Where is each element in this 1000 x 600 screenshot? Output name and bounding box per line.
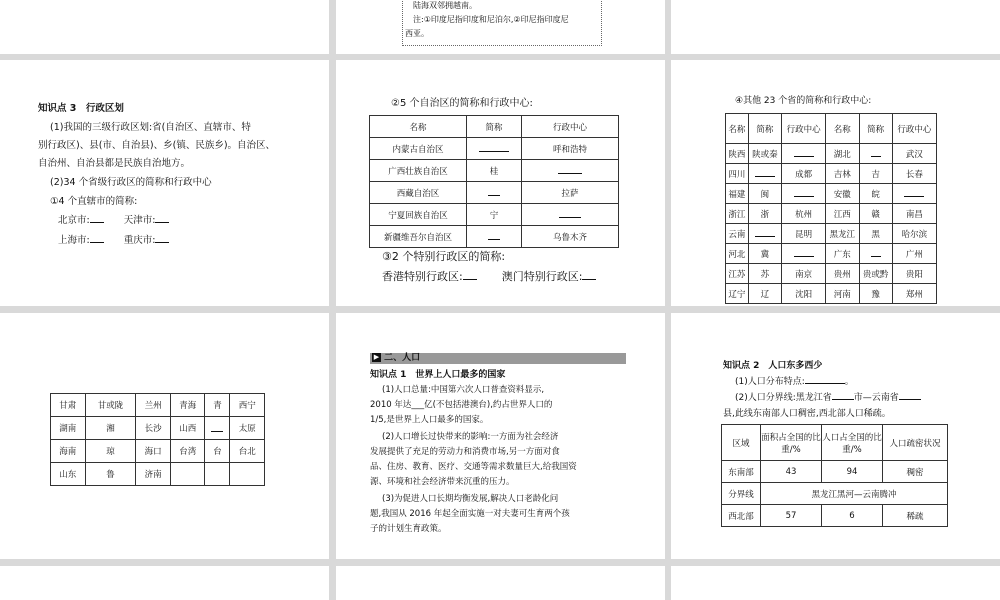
- k2-p2a: (2)人口分界线:黑龙江省: [735, 393, 832, 403]
- prov-cell: 浙江: [726, 204, 749, 224]
- note-line-2: 注:①印度尼指印度和尼泊尔,②印尼指印度尼: [413, 15, 569, 24]
- pop-p2-l1: (2)人口增长过快带来的影响:一方面为社会经济: [382, 432, 559, 442]
- para-1-line-1: (1)我国的三级行政区划:省(自治区、直辖市、特: [50, 122, 251, 133]
- prov-cell: 皖: [859, 184, 892, 204]
- prov2-cell: 兰州: [136, 394, 171, 417]
- prov-cell: 江西: [826, 204, 859, 224]
- heading-knowledge-3: 知识点 3 行政区划: [38, 103, 124, 114]
- prov-cell: 长春: [892, 164, 936, 184]
- prov2-cell: 海口: [136, 440, 171, 463]
- tianjin-label: 天津市:: [123, 215, 156, 226]
- k2-cell: 94: [822, 461, 883, 483]
- play-icon: ▶: [373, 353, 380, 361]
- pop-heading: 知识点 1 世界上人口最多的国家: [370, 370, 506, 380]
- prov2-cell: 济南: [136, 463, 171, 486]
- auto-cell-capital: 乌鲁木齐: [522, 226, 619, 248]
- prov-cell-blank[interactable]: [782, 144, 826, 164]
- prov-cell: 贵阳: [892, 264, 936, 284]
- auto-cell-capital: 呼和浩特: [522, 138, 619, 160]
- pop-p1-l2: 2010 年达___亿(不包括港澳台),约占世界人口的: [370, 400, 553, 410]
- prov-cell: 贵或黔: [859, 264, 892, 284]
- k2-heading: 知识点 2 人口东多西少: [723, 361, 823, 371]
- k2-p1: (1)人口分布特点: 。: [735, 374, 854, 391]
- k2-cell: 西北部: [722, 505, 761, 527]
- note-box: [402, 0, 602, 46]
- prov-cell-blank[interactable]: [782, 184, 826, 204]
- slide-top-right: [671, 0, 1000, 54]
- prov-cell: 吉: [859, 164, 892, 184]
- pop-p2-l3: 品、住房、教育、医疗、交通等需求数量巨大,给我国资: [370, 462, 577, 472]
- k2-table: [721, 424, 948, 527]
- pop-p1-l3: 1/5,是世界上人口最多的国家。: [370, 415, 489, 425]
- slide-autonomous-regions: [336, 60, 665, 306]
- prov-cell: 辽宁: [726, 284, 749, 304]
- prov2-cell: 台湾: [170, 440, 205, 463]
- prov-cell: 冀: [748, 244, 781, 264]
- auto-cell-abbr: 桂: [467, 160, 522, 182]
- macau-blank[interactable]: [582, 270, 596, 280]
- auto-table: [369, 115, 619, 248]
- chongqing-label: 重庆市:: [123, 235, 156, 246]
- pop-p2-l4: 源、环境和社会经济带来沉重的压力。: [370, 477, 515, 487]
- section-bar: [370, 353, 626, 364]
- tianjin-blank[interactable]: [155, 213, 169, 223]
- auto-th-abbr: 简称: [467, 116, 522, 138]
- k2-cell: 东南部: [722, 461, 761, 483]
- prov2-cell: 台北: [230, 440, 265, 463]
- prov2-cell: 长沙: [136, 417, 171, 440]
- prov2-cell: 琼: [85, 440, 136, 463]
- slide-top-left: [0, 0, 329, 54]
- auto-cell-name: 新疆维吾尔自治区: [370, 226, 467, 248]
- auto-cell-name: 广西壮族自治区: [370, 160, 467, 182]
- prov-cell: 成都: [782, 164, 826, 184]
- prov-table: [725, 113, 937, 304]
- para-2: (2)34 个省级行政区的简称和行政中心: [50, 177, 212, 188]
- slide-top-mid: [336, 0, 665, 54]
- prov2-cell: 青: [205, 394, 230, 417]
- prov-cell-blank[interactable]: [859, 244, 892, 264]
- note-line-3: 西亚。: [405, 29, 429, 38]
- shanghai-blank[interactable]: [90, 233, 104, 243]
- prov2-cell: 湖南: [51, 417, 86, 440]
- prov-th: 行政中心: [892, 114, 936, 144]
- prov-cell: 辽: [748, 284, 781, 304]
- k2-p1-label: (1)人口分布特点:: [735, 377, 805, 387]
- prov-cell: 湖北: [826, 144, 859, 164]
- prov-cell: 赣: [859, 204, 892, 224]
- prov-th: 名称: [826, 114, 859, 144]
- pop-p3-l1: (3)为促进人口长期均衡发展,解决人口老龄化问: [382, 494, 559, 504]
- prov-cell-blank[interactable]: [892, 184, 936, 204]
- prov-th: 简称: [859, 114, 892, 144]
- prov-cell: 浙: [748, 204, 781, 224]
- prov-cell: 南京: [782, 264, 826, 284]
- prov-cell: 昆明: [782, 224, 826, 244]
- slide-knowledge-3: [0, 60, 329, 306]
- prov-cell: 陕西: [726, 144, 749, 164]
- prov2-cell: 海南: [51, 440, 86, 463]
- prov-cell: 四川: [726, 164, 749, 184]
- k2-cell: 6: [822, 505, 883, 527]
- prov-cell: 江苏: [726, 264, 749, 284]
- prov-cell: 云南: [726, 224, 749, 244]
- prov-cell: 广州: [892, 244, 936, 264]
- hk-blank[interactable]: [463, 270, 477, 280]
- pop-p3-l2: 题,我国从 2016 年起全面实施一对夫妻可生育两个孩: [370, 509, 570, 519]
- prov2-cell-blank[interactable]: [205, 417, 230, 440]
- prov-cell: 哈尔滨: [892, 224, 936, 244]
- k2-p2b: 市—云南省: [853, 393, 899, 403]
- prov-cell: 陕或秦: [748, 144, 781, 164]
- prov2-cell: 西宁: [230, 394, 265, 417]
- para-3: ①4 个直辖市的简称:: [50, 196, 138, 207]
- k2-cell: 稀疏: [883, 505, 948, 527]
- slide-bottom-right: [671, 566, 1000, 600]
- prov-cell: 广东: [826, 244, 859, 264]
- k2-cell: 43: [761, 461, 822, 483]
- auto-cell-capital: 拉萨: [522, 182, 619, 204]
- auto-cell-abbr[interactable]: [467, 226, 522, 248]
- k2-p2-blank-1[interactable]: [832, 390, 854, 400]
- beijing-label: 北京市:: [58, 215, 90, 226]
- slide-provinces-cont: [0, 313, 329, 559]
- slide-population: [336, 313, 665, 559]
- prov2-cell: 湘: [85, 417, 136, 440]
- k2-th: 人口疏密状况: [883, 425, 948, 461]
- prov-th: 行政中心: [782, 114, 826, 144]
- prov-cell: 河南: [826, 284, 859, 304]
- shanghai-label: 上海市:: [58, 235, 90, 246]
- section-title: 二、人口: [384, 353, 421, 363]
- prov-cell: 河北: [726, 244, 749, 264]
- prov2-cell: 青海: [170, 394, 205, 417]
- chongqing-blank[interactable]: [155, 233, 169, 243]
- section-title-row: [372, 350, 420, 367]
- slide-provinces: [671, 60, 1000, 306]
- k2-th: 人口占全国的比重/%: [822, 425, 883, 461]
- prov-cell: 苏: [748, 264, 781, 284]
- prov-cell: 吉林: [826, 164, 859, 184]
- prov2-cell: 山西: [170, 417, 205, 440]
- prov-th: 简称: [748, 114, 781, 144]
- prov-cell: 沈阳: [782, 284, 826, 304]
- prov-cell-blank[interactable]: [748, 224, 781, 244]
- prov2-cell-empty: [170, 463, 205, 486]
- prov2-cell: 台: [205, 440, 230, 463]
- pop-p1-l1: (1)人口总量:中国第六次人口普查资料显示,: [382, 385, 545, 395]
- prov-cell: 黑: [859, 224, 892, 244]
- sar-row: [382, 268, 596, 285]
- para-1-line-2: 别行政区)、县(市、自治县)、乡(镇、民族乡)。自治区、: [38, 140, 276, 151]
- k2-p2-line2: 县,此线东南部人口稠密,西北部人口稀疏。: [723, 409, 891, 419]
- prov2-cell: 甘肃: [51, 394, 86, 417]
- pop-p3-l3: 子的计划生育政策。: [370, 524, 447, 534]
- k2-cell: 分界线: [722, 483, 761, 505]
- shanghai-row: [58, 232, 169, 249]
- prov-title: ④其他 23 个省的简称和行政中心:: [735, 96, 872, 106]
- slide-bottom-mid: [336, 566, 665, 600]
- k2-p1-blank[interactable]: [805, 374, 845, 384]
- prov2-cell-empty: [230, 463, 265, 486]
- prov-cell-blank[interactable]: [748, 164, 781, 184]
- prov-th: 名称: [726, 114, 749, 144]
- prov2-cell: 太原: [230, 417, 265, 440]
- auto-cell-name: 宁夏回族自治区: [370, 204, 467, 226]
- pop-p2-l2: 发展提供了充足的劳动力和消费市场,另一方面对食: [370, 447, 560, 457]
- k2-th: 面积占全国的比重/%: [761, 425, 822, 461]
- prov-cell: 黑龙江: [826, 224, 859, 244]
- hk-label: 香港特别行政区:: [382, 270, 463, 283]
- prov-cell: 豫: [859, 284, 892, 304]
- auto-title: ②5 个自治区的简称和行政中心:: [391, 98, 533, 109]
- auto-cell-capital[interactable]: [522, 204, 619, 226]
- prov-cell: 福建: [726, 184, 749, 204]
- k2-p2-blank-2[interactable]: [899, 390, 921, 400]
- beijing-row: [58, 212, 169, 229]
- beijing-blank[interactable]: [90, 213, 104, 223]
- macau-label: 澳门特别行政区:: [501, 270, 583, 283]
- k2-p2-line1: [735, 390, 921, 407]
- para-1-line-3: 自治州、自治县都是民族自治地方。: [38, 158, 191, 169]
- prov2-cell: 山东: [51, 463, 86, 486]
- prov2-cell: 甘或陇: [85, 394, 136, 417]
- auto-th-name: 名称: [370, 116, 467, 138]
- k2-cell: 稠密: [883, 461, 948, 483]
- prov-cell: 闽: [748, 184, 781, 204]
- k2-cell: 57: [761, 505, 822, 527]
- sar-title: ③2 个特别行政区的简称:: [382, 250, 506, 263]
- slide-knowledge-2: [671, 313, 1000, 559]
- prov-cell: 安徽: [826, 184, 859, 204]
- prov-cell: 贵州: [826, 264, 859, 284]
- prov-cell: 郑州: [892, 284, 936, 304]
- prov2-cell: 鲁: [85, 463, 136, 486]
- auto-cell-capital[interactable]: [522, 160, 619, 182]
- auto-cell-abbr: 宁: [467, 204, 522, 226]
- auto-cell-name: 内蒙古自治区: [370, 138, 467, 160]
- prov-cell: 杭州: [782, 204, 826, 224]
- auto-cell-abbr[interactable]: [467, 138, 522, 160]
- note-line-1: 陆海双邻拥越南。: [413, 1, 477, 10]
- k2-cell: 黑龙江黑河—云南腾冲: [761, 483, 948, 505]
- auto-cell-abbr[interactable]: [467, 182, 522, 204]
- k2-th: 区域: [722, 425, 761, 461]
- prov2-cell-empty: [205, 463, 230, 486]
- prov-cell-blank[interactable]: [782, 244, 826, 264]
- prov-cell: 武汉: [892, 144, 936, 164]
- auto-cell-name: 西藏自治区: [370, 182, 467, 204]
- auto-th-capital: 行政中心: [522, 116, 619, 138]
- slide-bottom-left: [0, 566, 329, 600]
- prov2-table: [50, 393, 265, 486]
- prov-cell-blank[interactable]: [859, 144, 892, 164]
- prov-cell: 南昌: [892, 204, 936, 224]
